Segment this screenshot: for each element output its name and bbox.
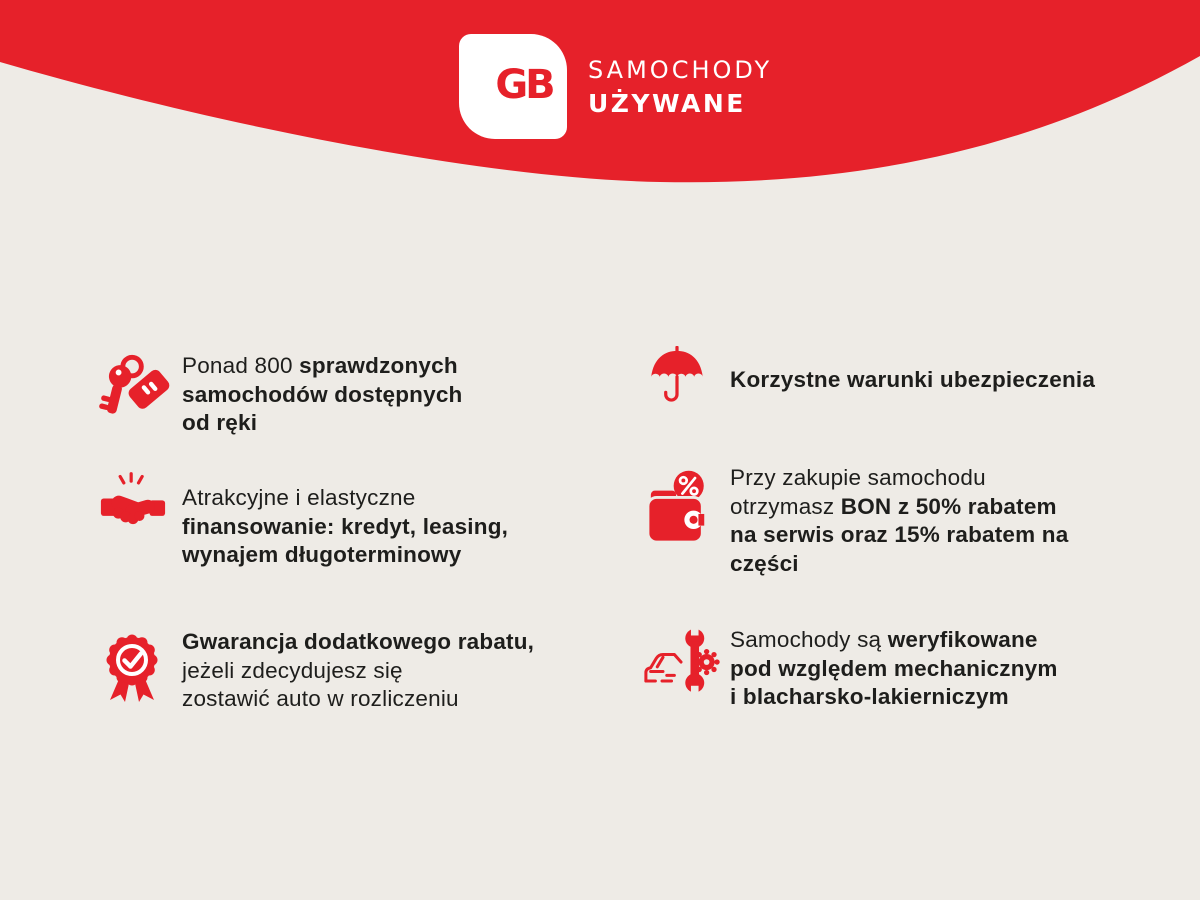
gb-logo (459, 34, 567, 139)
brand-line2: UŻYWANE (588, 89, 746, 118)
feature-text (182, 352, 462, 438)
feature-line (730, 626, 1058, 655)
brand-line1: SAMOCHODY (588, 56, 773, 84)
text-segment: BON z 50% rabatem (840, 493, 1057, 519)
car-keys-icon (98, 350, 174, 429)
brand-title (588, 56, 772, 118)
feature-text (730, 464, 1068, 578)
feature-line: jeżeli zdecydujesz się (182, 657, 403, 683)
text-segment: otrzymasz (730, 493, 841, 519)
feature-line: Atrakcyjne i elastyczne (182, 485, 416, 510)
award-badge-icon (96, 624, 170, 723)
feature-text (182, 484, 508, 570)
umbrella-icon (648, 346, 708, 414)
feature-line: na serwis oraz 15% rabatem na (730, 522, 1069, 547)
feature-insurance (648, 346, 1095, 414)
text-segment: Samochody są (730, 627, 888, 652)
feature-line: wynajem długoterminowy (182, 542, 462, 567)
handshake-icon (100, 468, 168, 545)
feature-verification (640, 626, 1058, 712)
feature-text (730, 366, 1095, 395)
wallet-percent-icon (646, 468, 714, 563)
feature-line: Przy zakupie samochodu (730, 465, 986, 490)
feature-line: od ręki (182, 410, 258, 435)
feature-line: zostawić auto w rozliczeniu (182, 686, 459, 711)
feature-text (730, 626, 1058, 712)
text-segment: Ponad 800 (182, 353, 300, 378)
gb-logo-text: GB (495, 62, 553, 108)
feature-line: Gwarancja dodatkowego rabatu, (182, 629, 535, 654)
feature-line: pod względem mechanicznym (730, 655, 1058, 681)
car-service-icon (640, 626, 722, 705)
feature-line: i blacharsko-lakierniczym (730, 684, 1009, 709)
feature-available-cars (98, 350, 462, 438)
text-segment: weryfikowane (887, 627, 1038, 652)
feature-financing (100, 468, 508, 570)
feature-line: Korzystne warunki ubezpieczenia (730, 367, 1096, 392)
text-segment: sprawdzonych (299, 353, 458, 378)
feature-line (182, 352, 462, 381)
feature-text (182, 628, 534, 714)
feature-line: samochodów dostępnych (182, 381, 463, 407)
feature-line: finansowanie: kredyt, leasing, (182, 513, 509, 539)
feature-line: części (730, 550, 799, 576)
feature-line (730, 493, 1068, 522)
feature-service-voucher (646, 465, 1069, 578)
feature-extra-discount (96, 624, 534, 723)
